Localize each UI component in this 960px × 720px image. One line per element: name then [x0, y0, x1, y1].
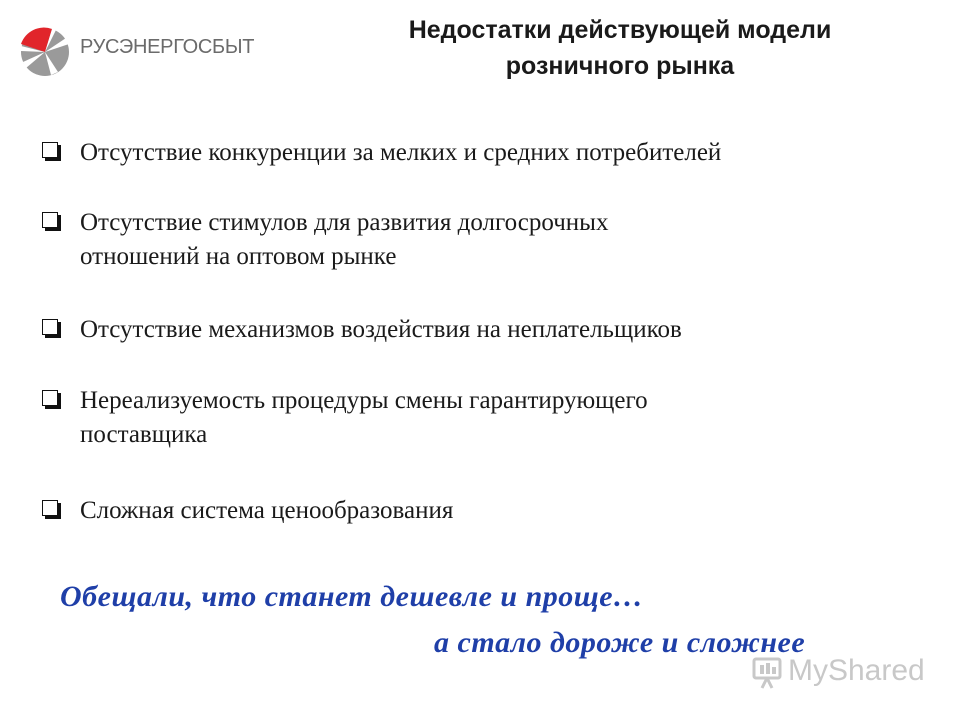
logo-text: РУСЭНЕРГОСБЫТ — [80, 36, 255, 58]
list-item-text — [80, 313, 910, 347]
list-item-text — [80, 384, 910, 452]
watermark — [752, 654, 952, 694]
list-item-line: Отсутствие механизмов воздействия на неплательщиков — [80, 316, 682, 343]
title-line-1: Недостатки действующей модели — [408, 16, 832, 44]
slogan-line-2: а стало дороже и сложнее — [434, 626, 806, 659]
checkbox-bullet-icon — [42, 319, 58, 335]
list-item-text — [80, 206, 910, 274]
slogan-line-1: Обещали, что станет дешевле и проще… — [60, 580, 644, 613]
myshared-presentation-icon — [752, 656, 784, 690]
list-item-text — [80, 136, 910, 170]
checkbox-bullet-icon — [42, 212, 58, 228]
list-item-line: Сложная система ценообразования — [80, 497, 454, 524]
title-line-2: розничного рынка — [505, 52, 735, 80]
watermark-text: MyShared — [788, 654, 925, 687]
list-item-line: отношений на оптовом рынке — [80, 243, 397, 270]
slide-title — [330, 12, 910, 84]
checkbox-bullet-icon — [42, 390, 58, 406]
company-logo — [18, 22, 255, 82]
checkbox-bullet-icon — [42, 500, 58, 516]
rusenergosbyt-star-logo-icon — [18, 22, 76, 80]
list-item-text — [80, 494, 910, 528]
list-item-line: Отсутствие стимулов для развития долгосрочных — [80, 209, 609, 236]
list-item-line: Нереализуемость процедуры смены гарантирующего — [80, 387, 648, 414]
list-item-line: Отсутствие конкуренции за мелких и средних потребителей — [80, 139, 722, 166]
checkbox-bullet-icon — [42, 142, 58, 158]
list-item-line: поставщика — [80, 421, 208, 448]
